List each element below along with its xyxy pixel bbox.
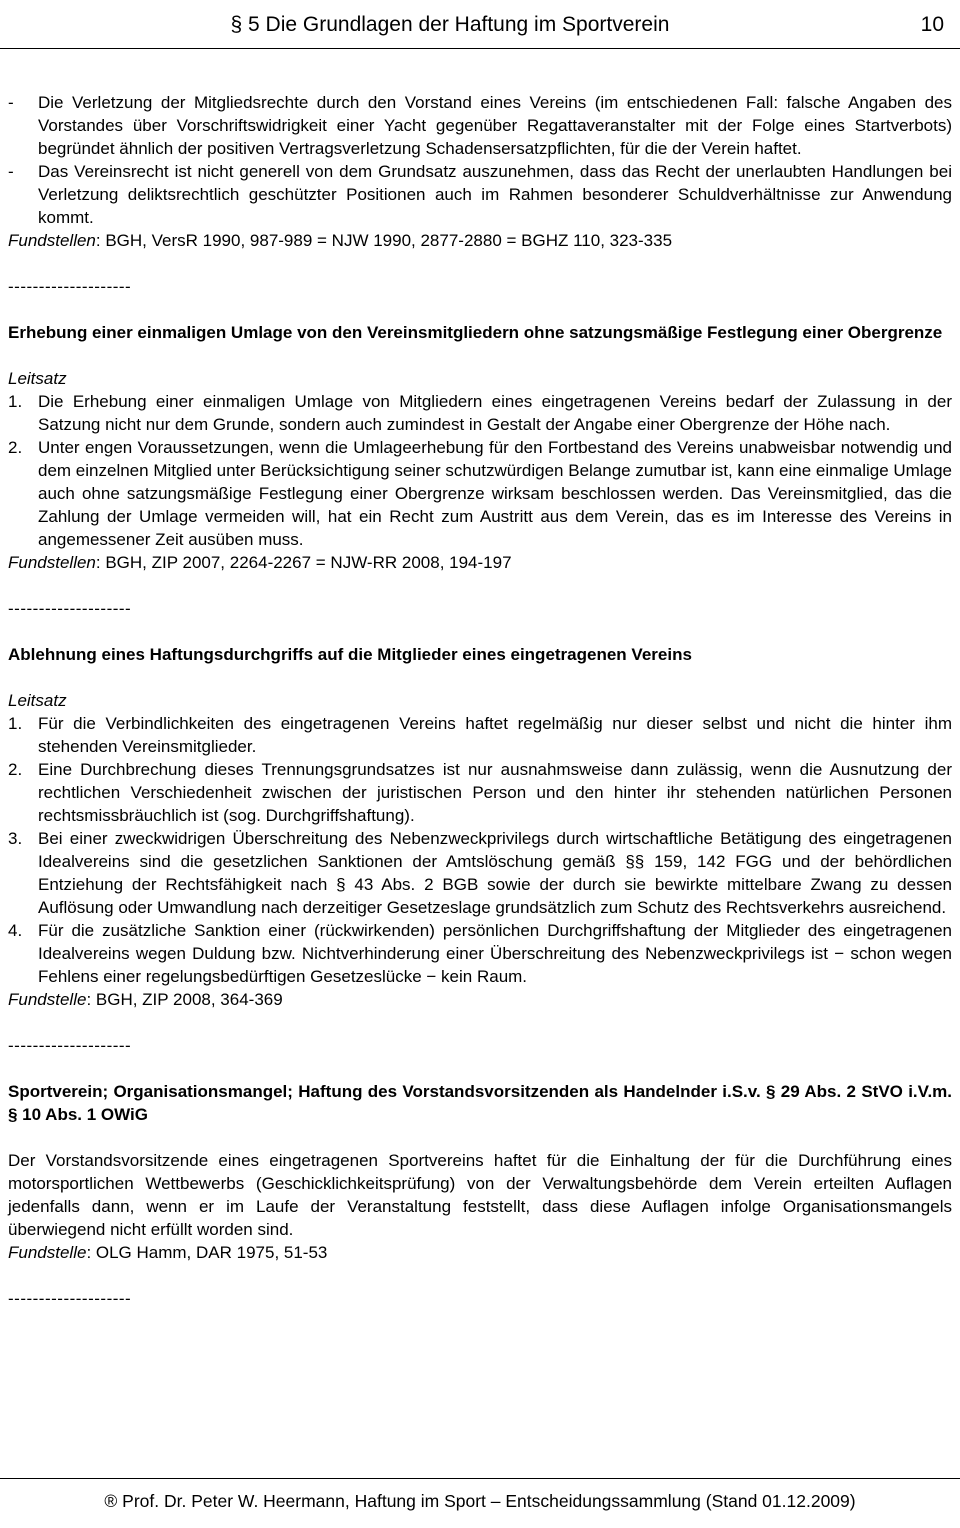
list-item-marker: 1. (8, 392, 23, 411)
list-item (8, 827, 952, 919)
fundstelle-line (8, 229, 952, 252)
list-item-marker: 4. (8, 921, 23, 940)
footer-text: ® Prof. Dr. Peter W. Heermann, Haftung im Sport – Entscheidungssammlung (Stand 01.12.2009) (104, 1491, 856, 1511)
separator-line: -------------------- (8, 599, 132, 618)
list-item-text: Für die Verbindlichkeiten des eingetragenen Vereins haftet regelmäßig nur dieser selbst und nicht die hinter ihm stehenden Vereinsmitglieder. (38, 714, 952, 756)
separator-line: -------------------- (8, 1036, 132, 1055)
list-item-text: Die Erhebung einer einmaligen Umlage von Mitgliedern eines eingetragenen Vereins bedarf der Zulassung in der Satzung nicht nur dem Grunde, sondern auch zumindest in Gestalt der Angabe einer Obergrenze der Höhe nach. (38, 392, 952, 434)
list-item-text: Das Vereinsrecht ist nicht generell von dem Grundsatz auszunehmen, dass das Recht der unerlaubten Handlungen bei Verletzung deliktsrechtlich geschützter Positionen auch im Rahmen besonderer Schuldverhältnisse zur Anwendung kommt. (38, 162, 952, 227)
separator-line: -------------------- (8, 277, 132, 296)
leitsatz-label: Leitsatz (8, 691, 67, 710)
list-item-marker: 2. (8, 438, 23, 457)
list-item-text: Für die zusätzliche Sanktion einer (rückwirkenden) persönlichen Durchgriffshaftung der Mitglieder des eingetragenen Idealvereins wegen Duldung bzw. Nichtverhinderung einer Überschreitung des Nebenzweckprivilegs ist − schon wegen Fehlens einer regelungsbedürftigen Gesetzeslücke − kein Raum. (38, 921, 952, 986)
section-heading: Ablehnung eines Haftungsdurchgriffs auf die Mitglieder eines eingetragenen Vereins (8, 645, 692, 664)
list-item-text: Bei einer zweckwidrigen Überschreitung des Nebenzweckprivilegs durch wirtschaftliche Betätigung des eingetragenen Idealvereins sind die gesetzlichen Sanktionen der Amtslöschung gemäß §§ 159, 142 FGG und der behördlichen Entziehung der Rechtsfähigkeit nach § 43 Abs. 2 BGB sowie der durch sie bewirkte mittelbare Zwang zu dessen Auflösung oder Umwandlung nach derzeitiger Gesetzeslage grundsätzlich zum Schutz des Rechtsverkehrs ausreichend. (38, 829, 952, 917)
list-item-text: Die Verletzung der Mitgliedsrechte durch den Vorstand eines Vereins (im entschiedenen Fall: falsche Angaben des Vorstandes über Vorschriftswidrigkeit einer Yacht gegenüber Regattaveranstalter mit der Folge eines Startverbots) begründet ähnlich der positiven Vertragsverletzung Schadensersatzpflichten, für die der Verein haftet. (38, 93, 952, 158)
list-item (8, 712, 952, 758)
fundstelle-reference: : BGH, VersR 1990, 987-989 = NJW 1990, 2877-2880 = BGHZ 110, 323-335 (95, 231, 673, 250)
leitsatz-label: Leitsatz (8, 369, 67, 388)
fundstelle-label: Fundstelle (8, 1243, 87, 1262)
list-item-text: Unter engen Voraussetzungen, wenn die Umlageerhebung für den Fortbestand des Vereins unabweisbar notwendig und dem einzelnen Mitglied unter Berücksichtigung seiner schutzwürdigen Belange zumutbar ist, kann eine einmalige Umlage auch ohne satzungsmäßige Festlegung einer Obergrenze wirksam beschlossen werden. Das Vereinsmitglied, das die Zahlung der Umlage vermeiden will, hat ein Recht zum Austritt aus dem Verein, das es im Interesse des Vereins in angemessener Zeit ausüben muss. (38, 438, 952, 549)
fundstelle-reference: : BGH, ZIP 2007, 2264-2267 = NJW-RR 2008, 194-197 (95, 553, 512, 572)
page-number: 10 (920, 13, 944, 36)
list-item-marker: 3. (8, 829, 23, 848)
list-item (8, 91, 952, 160)
list-item (8, 919, 952, 988)
list-item (8, 758, 952, 827)
body-paragraph: Der Vorstandsvorsitzende eines eingetragenen Sportvereins haftet für die Einhaltung der für die Durchführung eines motorsportlichen Wettbewerbs (Geschicklichkeitsprüfung) von der Verwaltungsbehörde dem Verein erteilten Auflagen jedenfalls dann, wenn er im Laufe der Veranstaltung feststellt, dass diese Auflagen infolge Organisationsmangels überwiegend nicht erfüllt worden sind. (8, 1151, 952, 1239)
fundstelle-label: Fundstelle (8, 990, 87, 1009)
fundstelle-label: Fundstellen (8, 553, 96, 572)
page-header (0, 0, 960, 49)
list-item-text: Eine Durchbrechung dieses Trennungsgrundsatzes ist nur ausnahmsweise dann zulässig, wenn die Ausnutzung der rechtlichen Verschiedenheit zwischen der juristischen Person und den hinter ihr stehenden natürlichen Personen rechtsmissbräuchlich ist (sog. Durchgriffshaftung). (38, 760, 952, 825)
page-title: § 5 Die Grundlagen der Haftung im Sportverein (230, 13, 670, 36)
fundstelle-reference: : BGH, ZIP 2008, 364-369 (86, 990, 283, 1009)
separator-line: -------------------- (8, 1289, 132, 1308)
fundstelle-line (8, 988, 952, 1011)
list-item-marker: 1. (8, 714, 23, 733)
list-item (8, 436, 952, 551)
fundstelle-label: Fundstellen (8, 231, 96, 250)
page-footer (0, 1478, 960, 1528)
section-heading: Sportverein; Organisationsmangel; Haftung des Vorstandsvorsitzenden als Handelnder i.S.v. § 29 Abs. 2 StVO i.V.m. § 10 Abs. 1 OWiG (8, 1082, 952, 1124)
list-item-marker: - (8, 162, 14, 181)
fundstelle-line (8, 551, 952, 574)
list-item (8, 390, 952, 436)
document-body (0, 49, 960, 1310)
fundstelle-line (8, 1241, 952, 1264)
section-heading: Erhebung einer einmaligen Umlage von den Vereinsmitgliedern ohne satzungsmäßige Festlegung einer Obergrenze (8, 323, 943, 342)
list-item-marker: - (8, 93, 14, 112)
list-item-marker: 2. (8, 760, 23, 779)
list-item (8, 160, 952, 229)
fundstelle-reference: : OLG Hamm, DAR 1975, 51-53 (86, 1243, 328, 1262)
